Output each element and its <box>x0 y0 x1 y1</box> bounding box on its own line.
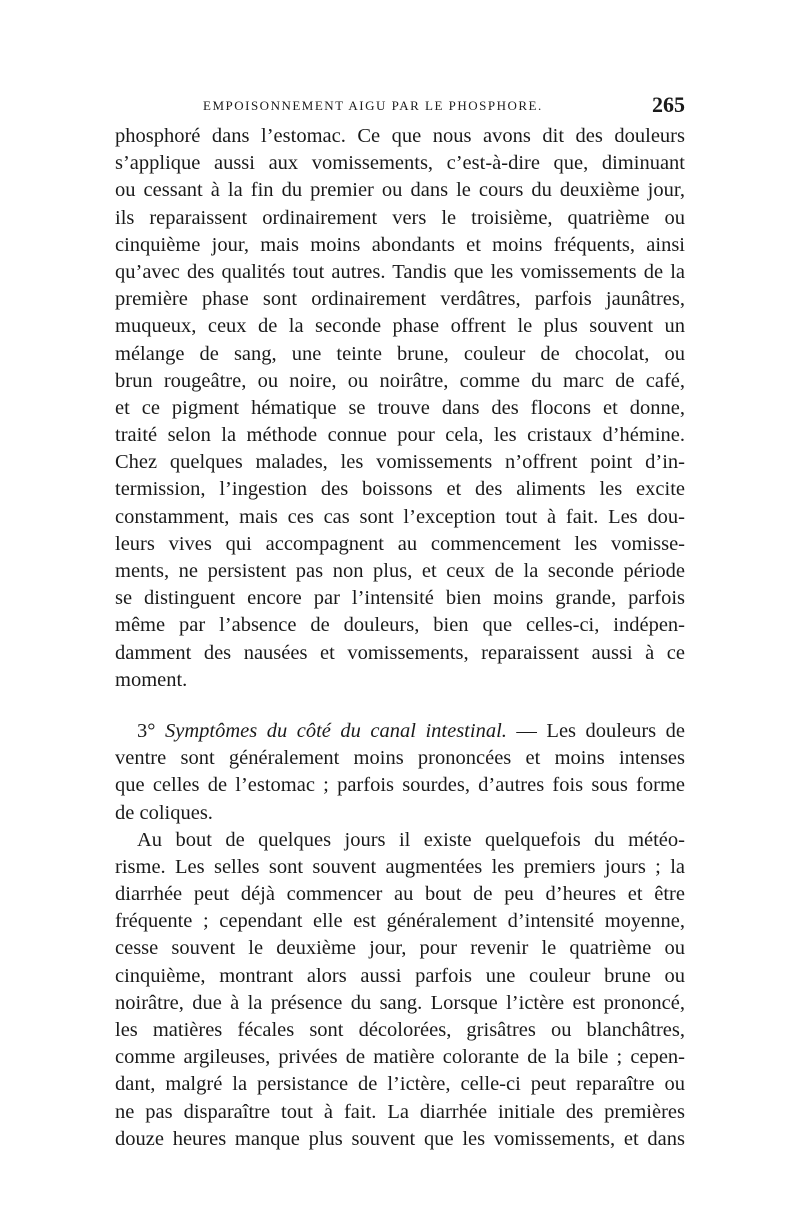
text-line: cesse souvent le deuxième jour, pour revenir le quatrième ou <box>115 937 685 960</box>
text-line: cinquième, montrant alors aussi parfois une couleur brune ou <box>115 964 685 987</box>
running-title: EMPOISONNEMENT AIGU PAR LE PHOSPHORE. <box>203 98 543 113</box>
section-first-line-rest: — Les douleurs de <box>506 719 685 742</box>
text-line: comme argileuses, privées de matière colorante de la bile ; cepen- <box>115 1046 685 1069</box>
page-number: 265 <box>652 92 685 117</box>
text-line: et ce pigment hématique se trouve dans des flocons et donne, <box>115 396 685 419</box>
paragraph-gap <box>115 694 685 718</box>
running-head <box>115 94 685 120</box>
text-line: douze heures manque plus souvent que les vomissements, et dans <box>115 1127 685 1150</box>
text-line: ventre sont généralement moins prononcées et moins intenses <box>115 747 685 770</box>
paragraph-vomissements <box>115 123 685 694</box>
text-line: cinquième jour, mais moins abondants et moins fréquents, ainsi <box>115 233 685 256</box>
text-line: muqueux, ceux de la seconde phase offrent le plus souvent un <box>115 315 685 338</box>
text-line: que celles de l’estomac ; parfois sourdes, d’autres fois sous forme <box>115 774 685 797</box>
text-line: leurs vives qui accompagnent au commencement les vomisse- <box>115 532 685 555</box>
section-intestinal <box>115 718 685 827</box>
text-line: brun rougeâtre, ou noire, ou noirâtre, comme du marc de café, <box>115 369 685 392</box>
text-line: ments, ne persistent pas non plus, et ceux de la seconde période <box>115 560 685 582</box>
text-line: termission, l’ingestion des boissons et des aliments les excite <box>115 478 685 501</box>
text-line: damment des nausées et vomissements, reparaissent aussi à ce <box>115 641 685 664</box>
text-line: ou cessant à la fin du premier ou dans le cours du deuxième jour, <box>115 179 685 202</box>
section-heading-line <box>115 718 685 745</box>
text-line: traité selon la méthode connue pour cela, les cristaux d’hémine. <box>115 424 685 447</box>
text-line-first: Au bout de quelques jours il existe quelquefois du météo- <box>137 828 685 851</box>
text-line: phosphoré dans l’estomac. Ce que nous avons dit des douleurs <box>115 125 685 147</box>
text-line: fréquente ; cependant elle est généralement d’intensité moyenne, <box>115 910 685 933</box>
text-line-last: de coliques. <box>115 801 213 824</box>
text-line: Chez quelques malades, les vomissements n’offrent point d’in- <box>115 451 685 474</box>
text-line: se distinguent encore par l’intensité bien moins grande, parfois <box>115 587 685 610</box>
text-line: qu’avec des qualités tout autres. Tandis que les vomissements de la <box>115 260 685 283</box>
paragraph-meteorisme <box>115 827 685 1153</box>
text-line: diarrhée peut déjà commencer au bout de peu d’heures et être <box>115 883 685 906</box>
text-line: les matières fécales sont décolorées, grisâtres ou blanchâtres, <box>115 1019 685 1041</box>
text-line: ils reparaissent ordinairement vers le troisième, quatrième ou <box>115 206 685 229</box>
text-line: constamment, mais ces cas sont l’exception tout à fait. Les dou- <box>115 505 685 528</box>
body-text <box>115 123 685 1153</box>
text-line: mélange de sang, une teinte brune, couleur de chocolat, ou <box>115 342 685 365</box>
text-line: noirâtre, due à la présence du sang. Lorsque l’ictère est prononcé, <box>115 991 685 1014</box>
text-line: dant, malgré la persistance de l’ictère, celle-ci peut reparaître ou <box>115 1073 685 1096</box>
text-line: première phase sont ordinairement verdâtres, parfois jaunâtres, <box>115 288 685 311</box>
text-line-last: moment. <box>115 668 188 691</box>
section-number: 3° <box>137 719 156 742</box>
text-line: risme. Les selles sont souvent augmentées les premiers jours ; la <box>115 855 685 878</box>
text-line: ne pas disparaître tout à fait. La diarrhée initiale des premières <box>115 1100 685 1123</box>
section-title: Symptômes du côté du canal intestinal. <box>164 719 507 742</box>
text-line: même par l’absence de douleurs, bien que celles-ci, indépen- <box>115 614 685 637</box>
text-line: s’applique aussi aux vomissements, c’est-à-dire que, diminuant <box>115 152 685 175</box>
